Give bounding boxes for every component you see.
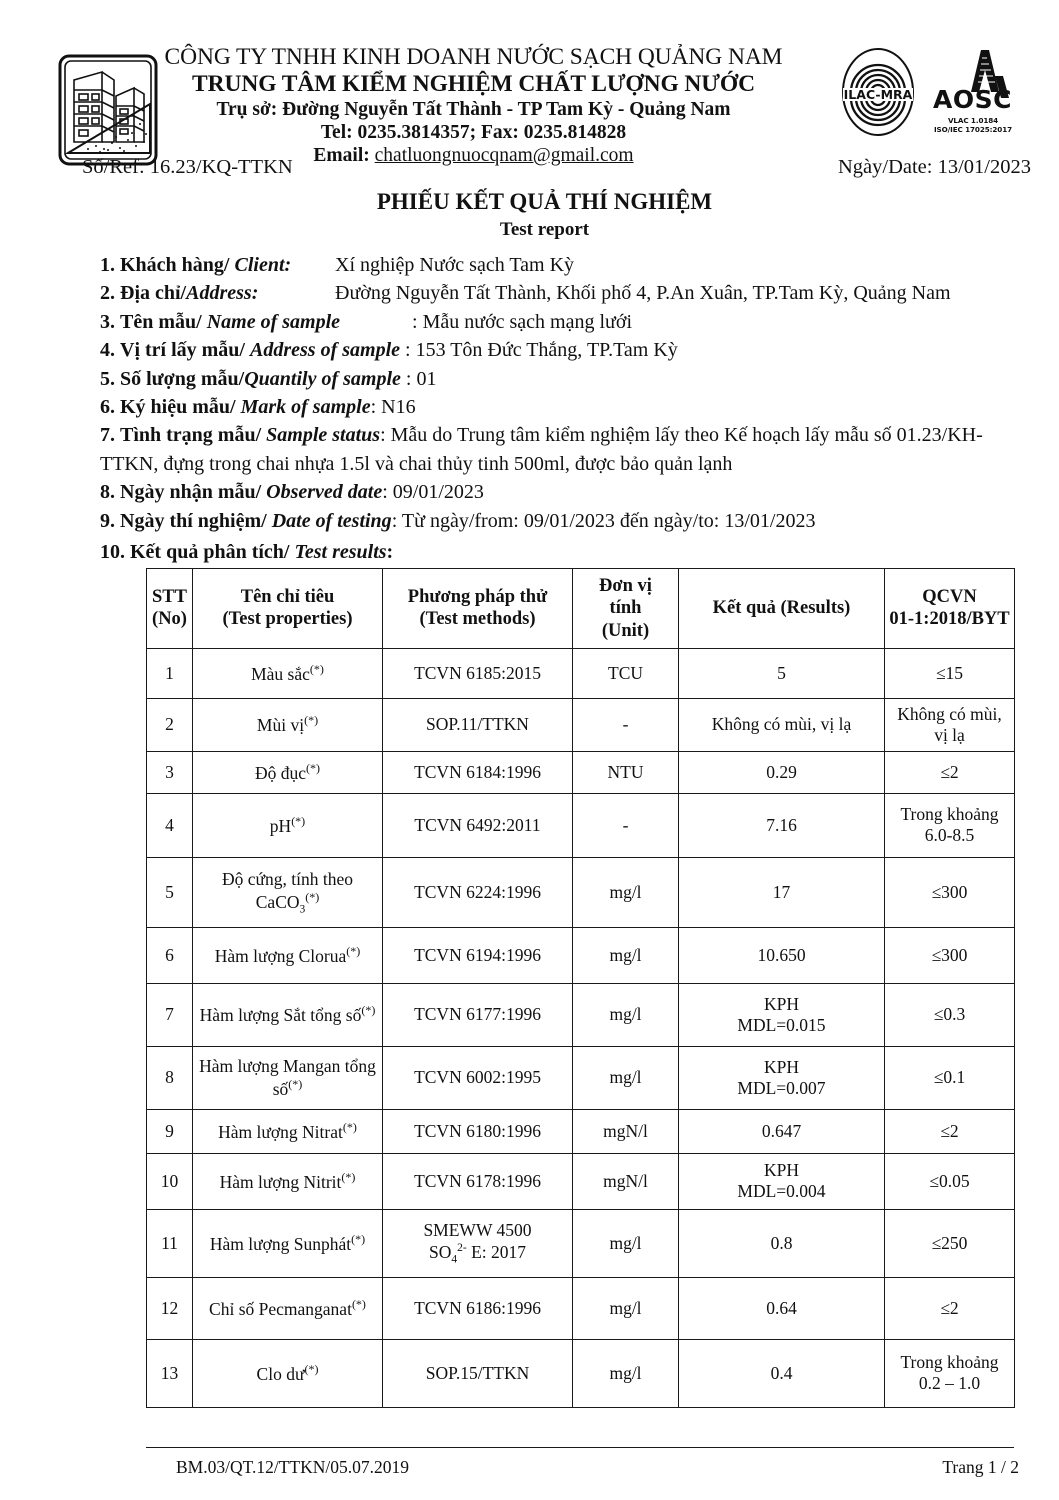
cell-qcvn-limit: ≤2	[885, 751, 1015, 793]
field-label-vi: Ngày nhận mẫu/	[120, 481, 262, 504]
field-separator: :	[405, 339, 411, 362]
table-row	[147, 983, 1015, 1046]
field-value: Mẫu nước sạch mạng lưới	[422, 310, 633, 333]
svg-text:AOSC: AOSC	[933, 85, 1012, 114]
page-subtitle: Test report	[499, 219, 590, 240]
cell-stt: 2	[147, 698, 193, 751]
cell-unit: mg/l	[573, 1339, 679, 1407]
field-testing-date	[100, 507, 1031, 535]
table-row	[147, 793, 1015, 857]
sample-info-list	[0, 251, 1059, 535]
field-label-en: Address:	[186, 282, 259, 305]
field-separator: :	[380, 424, 386, 447]
table-row	[147, 1209, 1015, 1277]
cell-test-property: pH(*)	[193, 793, 383, 857]
report-date	[838, 156, 1031, 179]
field-value: 09/01/2023	[392, 481, 484, 504]
table-row	[147, 751, 1015, 793]
field-sample-name	[100, 308, 1031, 336]
field-value: Xí nghiệp Nước sạch Tam Kỳ	[335, 254, 575, 276]
cell-stt: 12	[147, 1277, 193, 1339]
field-number: 5.	[100, 367, 115, 390]
cell-test-property: Clo dư(*)	[193, 1339, 383, 1407]
cell-qcvn-limit: ≤2	[885, 1277, 1015, 1339]
cell-qcvn-limit: ≤300	[885, 857, 1015, 927]
cell-test-method: TCVN 6002:1995	[383, 1046, 573, 1109]
cell-test-method: TCVN 6185:2015	[383, 648, 573, 698]
cell-result: 0.647	[679, 1109, 885, 1153]
field-label-en: Mark of sample	[240, 395, 371, 418]
field-label-en: Name of sample	[206, 310, 340, 333]
cell-test-property: Độ đục(*)	[193, 751, 383, 793]
cell-unit: mg/l	[573, 983, 679, 1046]
cell-result: 17	[679, 857, 885, 927]
results-table-body	[147, 648, 1015, 1407]
field-observed-date	[100, 478, 1031, 506]
page-number: Trang 1 / 2	[942, 1457, 1019, 1477]
cell-qcvn-limit: Trong khoảng 0.2 – 1.0	[885, 1339, 1015, 1407]
cell-result: KPH MDL=0.004	[679, 1153, 885, 1209]
footer-divider	[146, 1447, 1014, 1448]
cell-test-property: Hàm lượng Sunphát(*)	[193, 1209, 383, 1277]
cell-stt: 10	[147, 1153, 193, 1209]
col-header-unit: Đơn vị tính (Unit)	[573, 568, 679, 648]
cell-stt: 3	[147, 751, 193, 793]
field-value: 153 Tôn Đức Thắng, TP.Tam Kỳ	[415, 339, 678, 362]
cell-result: KPH MDL=0.007	[679, 1046, 885, 1109]
col-header-results: Kết quả (Results)	[679, 568, 885, 648]
cell-result: 0.8	[679, 1209, 885, 1277]
cell-stt: 1	[147, 648, 193, 698]
cell-unit: mg/l	[573, 857, 679, 927]
cell-test-method: TCVN 6177:1996	[383, 983, 573, 1046]
accreditation-logos	[839, 46, 1021, 138]
table-row	[147, 927, 1015, 983]
field-number: 9.	[100, 509, 115, 532]
cell-test-property: Hàm lượng Mangan tổng số(*)	[193, 1046, 383, 1109]
results-number: 10.	[100, 540, 125, 563]
aosc-logo	[925, 46, 1021, 134]
form-code: BM.03/QT.12/TTKN/05.07.2019	[176, 1457, 410, 1477]
results-colon: :	[386, 540, 394, 563]
results-label-vi: Kết quả phân tích/	[130, 540, 290, 563]
cell-result: 7.16	[679, 793, 885, 857]
date-value: 13/01/2023	[937, 156, 1031, 178]
office-address: Trụ sở: Đường Nguyễn Tất Thành - TP Tam Kỳ - Quảng Nam	[216, 98, 731, 120]
cell-stt: 5	[147, 857, 193, 927]
field-label-vi: Khách hàng/	[120, 254, 230, 276]
cell-test-property: Chỉ số Pecmanganat(*)	[193, 1277, 383, 1339]
cell-qcvn-limit: Trong khoảng 6.0-8.5	[885, 793, 1015, 857]
cell-result: 10.650	[679, 927, 885, 983]
phone-fax: Tel: 0235.3814357; Fax: 0235.814828	[320, 121, 627, 143]
cell-unit: NTU	[573, 751, 679, 793]
field-separator: :	[370, 395, 377, 418]
cell-result: 0.64	[679, 1277, 885, 1339]
field-number: 1.	[100, 254, 115, 276]
company-name: CÔNG TY TNHH KINH DOANH NƯỚC SẠCH QUẢNG NAM	[164, 44, 783, 70]
cell-stt: 9	[147, 1109, 193, 1153]
cell-unit: mg/l	[573, 1209, 679, 1277]
cell-test-method: SOP.15/TTKN	[383, 1339, 573, 1407]
field-number: 6.	[100, 395, 115, 418]
field-label-vi: Ký hiệu mẫu/	[120, 395, 236, 418]
cell-unit: mgN/l	[573, 1153, 679, 1209]
cell-test-method: SMEWW 4500 $SO_4^{2-}$ E: 2017	[383, 1209, 573, 1277]
field-client	[100, 251, 1031, 279]
cell-qcvn-limit: ≤15	[885, 648, 1015, 698]
table-row	[147, 648, 1015, 698]
cell-test-property: Độ cứng, tính theo CaCO$_3$(*)	[193, 857, 383, 927]
table-row	[147, 1277, 1015, 1339]
field-separator: :	[382, 481, 388, 504]
results-table	[146, 568, 1015, 1408]
cell-qcvn-limit: ≤300	[885, 927, 1015, 983]
field-value: Đường Nguyễn Tất Thành, Khối phố 4, P.An Xuân, TP.Tam Kỳ, Quảng Nam	[335, 282, 951, 305]
cell-qcvn-limit: ≤2	[885, 1109, 1015, 1153]
cell-unit: mg/l	[573, 927, 679, 983]
cell-test-method: TCVN 6178:1996	[383, 1153, 573, 1209]
field-label-vi: Tình trạng mẫu/	[120, 424, 262, 447]
cell-test-method: TCVN 6492:2011	[383, 793, 573, 857]
document-header	[0, 0, 1059, 166]
table-row	[147, 698, 1015, 751]
page-title: PHIẾU KẾT QUẢ THÍ NGHIỆM	[376, 189, 713, 214]
cell-test-method: TCVN 6180:1996	[383, 1109, 573, 1153]
svg-text:ILAC-MRA: ILAC-MRA	[843, 87, 913, 102]
field-label-en: Sample status	[266, 424, 381, 447]
cell-result: 0.4	[679, 1339, 885, 1407]
cell-result: 0.29	[679, 751, 885, 793]
cell-qcvn-limit: ≤0.3	[885, 983, 1015, 1046]
table-row	[147, 1046, 1015, 1109]
cell-test-method: SOP.11/TTKN	[383, 698, 573, 751]
cell-test-property: Hàm lượng Sắt tổng số(*)	[193, 983, 383, 1046]
cell-stt: 8	[147, 1046, 193, 1109]
cell-result: Không có mùi, vị lạ	[679, 698, 885, 751]
field-label-vi: Ngày thí nghiệm/	[120, 509, 267, 532]
organization-block	[148, 44, 839, 167]
field-sample-location	[100, 336, 1031, 364]
field-value: Mẫu do Trung tâm kiểm nghiệm lấy theo Kế hoạch lấy mẫu số 01.23/KH-TTKN, đựng trong chai nhựa 1.5l và chai thủy tinh 500ml, được bảo quản lạnh	[100, 424, 983, 475]
field-label-en: Quantily of sample	[244, 367, 401, 390]
cell-result: KPH MDL=0.015	[679, 983, 885, 1046]
cell-result: 5	[679, 648, 885, 698]
cell-qcvn-limit: ≤0.1	[885, 1046, 1015, 1109]
field-number: 2.	[100, 282, 115, 305]
cell-test-method: TCVN 6186:1996	[383, 1277, 573, 1339]
table-row	[147, 1339, 1015, 1407]
field-label-en: Observed date	[266, 481, 383, 504]
cell-stt: 11	[147, 1209, 193, 1277]
cell-test-method: TCVN 6184:1996	[383, 751, 573, 793]
cell-qcvn-limit: ≤250	[885, 1209, 1015, 1277]
vlac-code: VLAC 1.0184	[947, 116, 999, 125]
buildings-logo-icon	[58, 54, 158, 166]
col-header-test-methods: Phương pháp thử (Test methods)	[383, 568, 573, 648]
date-label: Ngày/Date:	[837, 156, 933, 178]
cell-test-property: Hàm lượng Nitrit(*)	[193, 1153, 383, 1209]
field-label-en: Date of testing	[271, 509, 392, 532]
email-address[interactable]: chatluongnuocqnam@gmail.com	[374, 144, 634, 166]
field-separator: :	[412, 310, 418, 333]
results-table-wrapper	[0, 564, 1059, 1408]
field-label-vi: Vị trí lấy mẫu/	[120, 339, 245, 362]
cell-stt: 7	[147, 983, 193, 1046]
col-header-test-properties: Tên chỉ tiêu (Test properties)	[193, 568, 383, 648]
field-label-en: Client:	[234, 254, 292, 276]
field-number: 8.	[100, 481, 115, 504]
cell-test-property: Màu sắc(*)	[193, 648, 383, 698]
cell-test-property: Hàm lượng Clorua(*)	[193, 927, 383, 983]
ref-label: Số/Ref:	[82, 156, 145, 178]
cell-stt: 6	[147, 927, 193, 983]
field-number: 7.	[100, 424, 115, 447]
table-row	[147, 857, 1015, 927]
cell-test-property: Hàm lượng Nitrat(*)	[193, 1109, 383, 1153]
cell-unit: mg/l	[573, 1046, 679, 1109]
table-header-row	[147, 568, 1015, 648]
field-sample-mark	[100, 393, 1031, 421]
email-label: Email:	[313, 144, 370, 166]
iso-standard: ISO/IEC 17025:2017	[933, 125, 1013, 134]
ilac-mra-icon	[839, 46, 917, 138]
field-value: 01	[416, 367, 437, 390]
field-value: Từ ngày/from: 09/01/2023 đến ngày/to: 13/01/2023	[401, 509, 816, 532]
table-row	[147, 1109, 1015, 1153]
cell-stt: 4	[147, 793, 193, 857]
field-label-en: Address of sample	[250, 339, 400, 362]
field-value: N16	[381, 395, 416, 418]
field-number: 4.	[100, 339, 115, 362]
test-results-heading	[0, 541, 1059, 564]
field-sample-status	[100, 421, 1031, 478]
field-number: 3.	[100, 310, 115, 333]
cell-unit: -	[573, 793, 679, 857]
col-header-qcvn: QCVN 01-1:2018/BYT	[885, 568, 1015, 648]
col-header-stt: STT (No)	[147, 568, 193, 648]
center-name: TRUNG TÂM KIỂM NGHIỆM CHẤT LƯỢNG NƯỚC	[192, 71, 755, 98]
cell-unit: mg/l	[573, 1277, 679, 1339]
field-label-vi: Địa chỉ/	[120, 282, 187, 305]
field-separator: :	[391, 509, 398, 532]
cell-qcvn-limit: ≤0.05	[885, 1153, 1015, 1209]
field-sample-quantity	[100, 365, 1031, 393]
cell-unit: mgN/l	[573, 1109, 679, 1153]
field-separator: :	[405, 367, 412, 390]
cell-test-property: Mùi vị(*)	[193, 698, 383, 751]
cell-unit: -	[573, 698, 679, 751]
cell-stt: 13	[147, 1339, 193, 1407]
field-address	[100, 279, 1031, 307]
cell-unit: TCU	[573, 648, 679, 698]
field-label-vi: Số lượng mẫu/	[120, 367, 245, 390]
table-row	[147, 1153, 1015, 1209]
cell-qcvn-limit: Không có mùi, vị lạ	[885, 698, 1015, 751]
cell-test-method: TCVN 6194:1996	[383, 927, 573, 983]
email-line	[148, 145, 799, 168]
cell-test-method: TCVN 6224:1996	[383, 857, 573, 927]
ref-value: 16.23/KQ-TTKN	[149, 156, 293, 178]
results-label-en: Test results	[294, 540, 387, 563]
document-footer	[0, 1457, 1059, 1478]
field-label-vi: Tên mẫu/	[120, 310, 202, 333]
